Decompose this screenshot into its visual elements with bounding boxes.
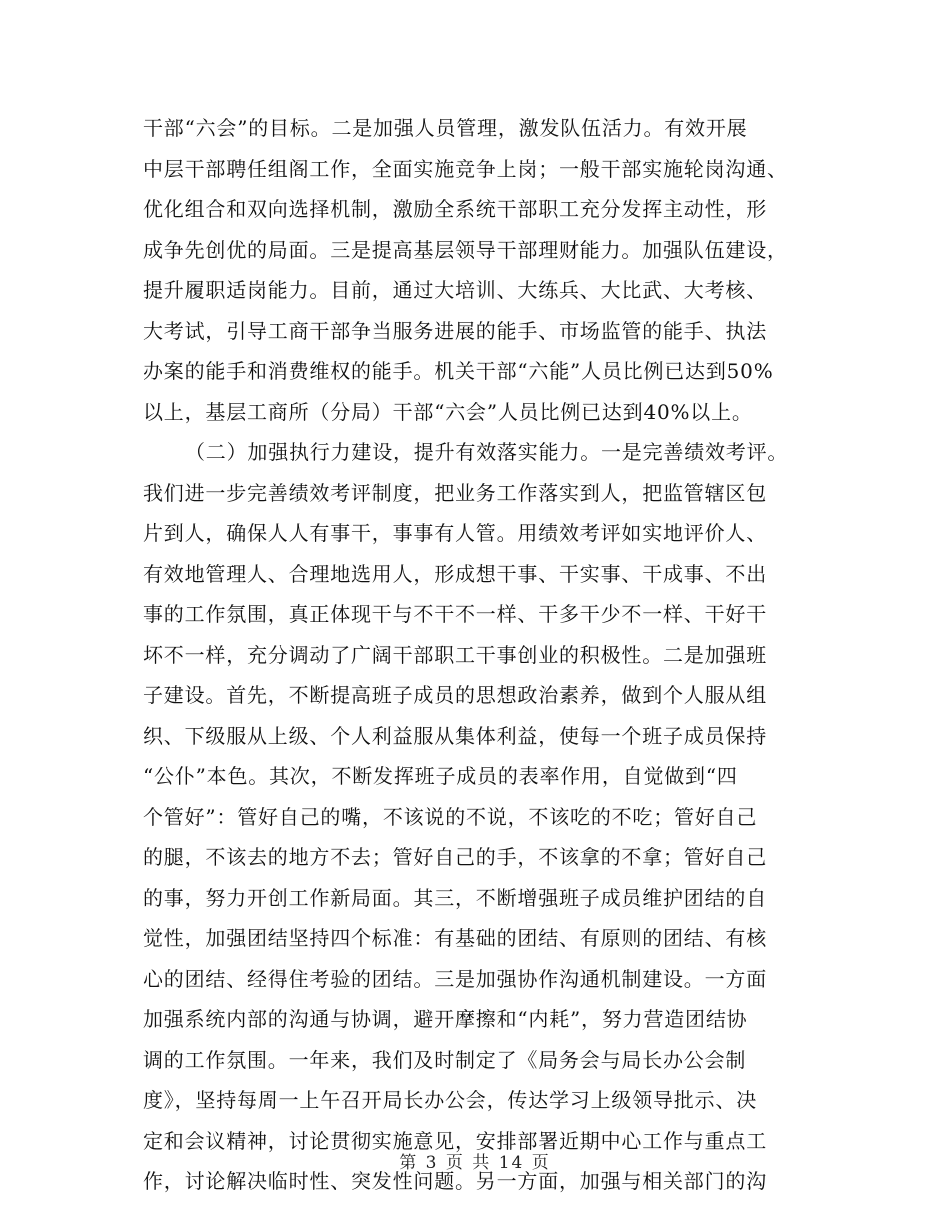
text-line: 度》，坚持每周一上午召开局长办公会，传达学习上级领导批示、决: [143, 1088, 757, 1112]
text-line: 提升履职适岗能力。目前，通过大培训、大练兵、大比武、大考核、: [143, 278, 767, 302]
text-line: 成争先创优的局面。三是提高基层领导干部理财能力。加强队伍建设，: [143, 237, 788, 262]
text-line: 个管好”：管好自己的嘴，不该说的不说，不该吃的不吃；管好自己: [143, 804, 758, 829]
text-line: 中层干部聘任组阁工作，全面实施竞争上岗；一般干部实施轮岗沟通、: [143, 156, 788, 181]
text-line: 作，讨论解决临时性、突发性问题。另一方面，加强与相关部门的沟: [143, 1169, 767, 1193]
text-line: 子建设。首先，不断提高班子成员的思想政治素养，做到个人服从组: [143, 683, 767, 707]
text-line: 大考试，引导工商干部争当服务进展的能手、市场监管的能手、执法: [143, 318, 767, 343]
text-line: 有效地管理人、合理地选用人，形成想干事、干实事、干成事、不出: [143, 561, 767, 586]
text-line: 的腿，不该去的地方不去；管好自己的手，不该拿的不拿；管好自己: [143, 845, 767, 869]
document-body: [143, 108, 815, 1202]
section-heading-line: （二）加强执行力建设，提升有效落实能力。一是完善绩效考评。: [185, 440, 789, 464]
text-line: 加强系统内部的沟通与协调，避开摩擦和“内耗”，努力营造团结协: [143, 1007, 748, 1031]
text-line: 的事，努力开创工作新局面。其三，不断增强班子成员维护团结的自: [143, 885, 767, 910]
text-line: “公仆”本色。其次，不断发挥班子成员的表率作用，自觉做到“四: [143, 764, 738, 788]
text-line: 调的工作氛围。一年来，我们及时制定了《局务会与局长办公会制: [143, 1047, 747, 1072]
text-line: 优化组合和双向选择机制，激励全系统干部职工充分发挥主动性，形: [143, 197, 767, 221]
text-line: 片到人，确保人人有事干，事事有人管。用绩效考评如实地评价人、: [143, 521, 767, 545]
text-line: 心的团结、经得住考验的团结。三是加强协作沟通机制建设。一方面: [143, 966, 767, 991]
text-line: 定和会议精神，讨论贯彻实施意见，安排部署近期中心工作与重点工: [143, 1128, 767, 1153]
text-line: 我们进一步完善绩效考评制度，把业务工作落实到人，把监管辖区包: [143, 480, 767, 505]
text-line: 觉性，加强团结坚持四个标准：有基础的团结、有原则的团结、有核: [143, 926, 767, 950]
page-number-footer: 第 3 页 共 14 页: [399, 1153, 551, 1173]
text-line: 坏不一样，充分调动了广阔干部职工干事创业的积极性。二是加强班: [143, 642, 767, 667]
text-line: 织、下级服从上级、个人利益服从集体利益，使每一个班子成员保持: [143, 723, 767, 748]
text-line: 事的工作氛围，真正体现干与不干不一样、干多干少不一样、干好干: [143, 602, 767, 626]
text-line: 以上，基层工商所（分局）干部“六会”人员比例已达到40%以上。: [143, 399, 753, 424]
text-line: 办案的能手和消费维权的能手。机关干部“六能”人员比例已达到50%: [143, 359, 774, 383]
text-line: 干部“六会”的目标。二是加强人员管理，激发队伍活力。有效开展: [143, 116, 748, 140]
